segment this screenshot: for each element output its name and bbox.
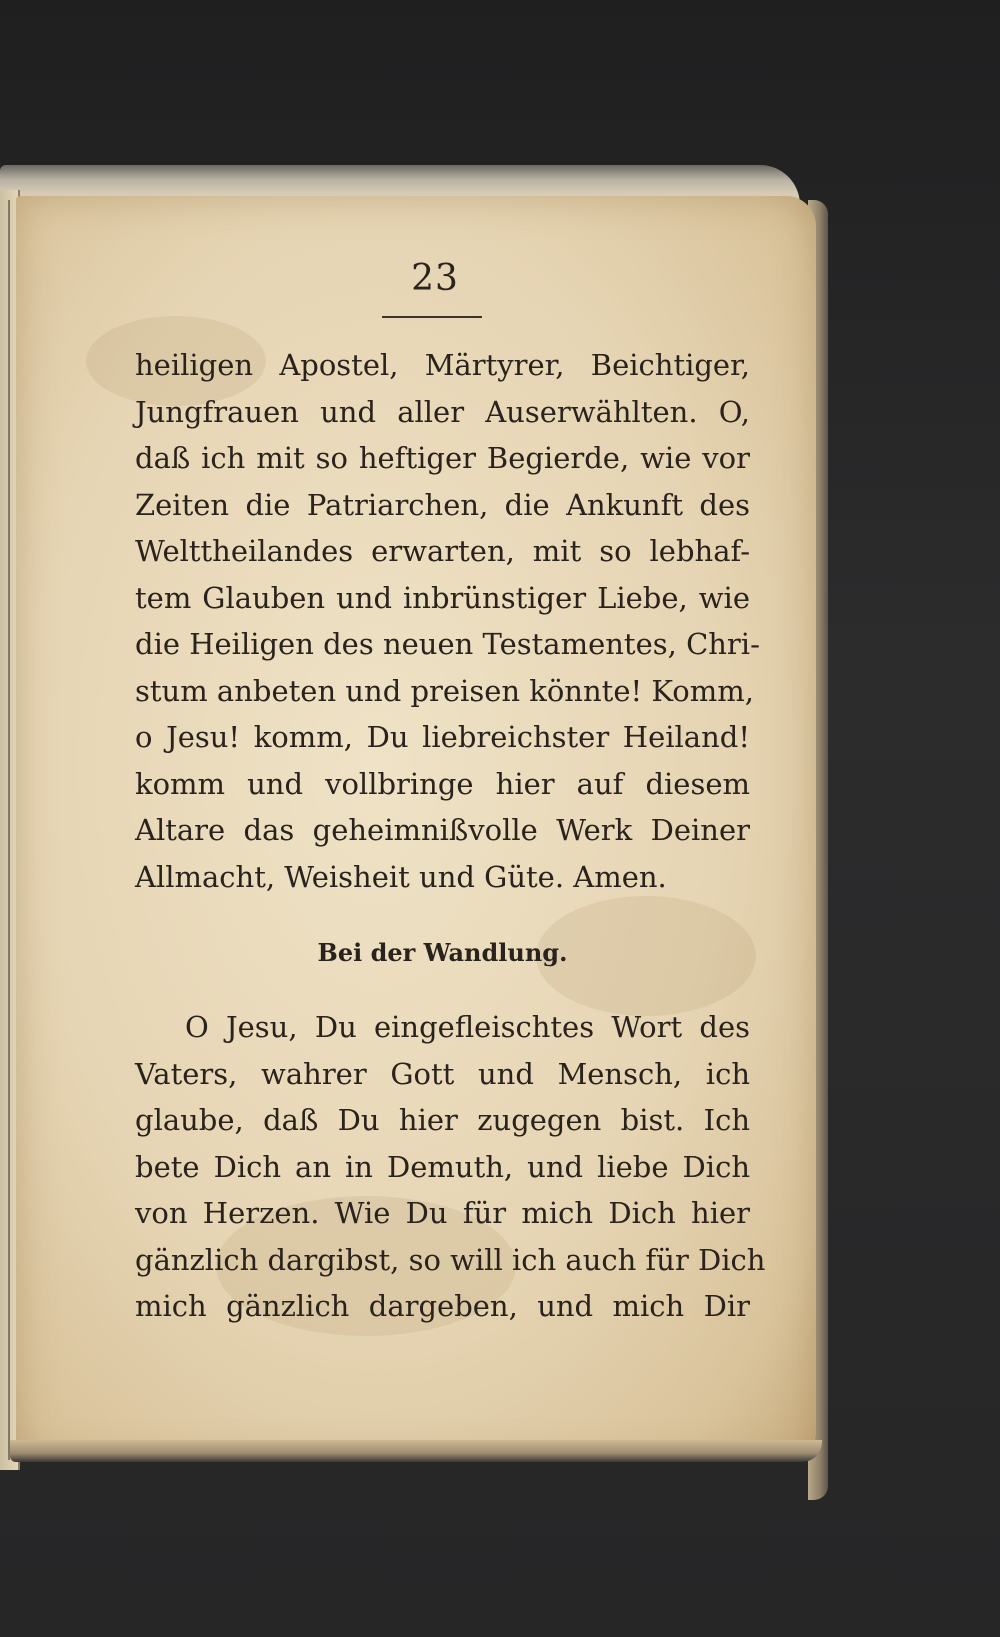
- page-number: 23: [411, 258, 459, 299]
- page-number-rule: [382, 316, 482, 318]
- text-line: Jungfrauen und aller Auserwählten. O,: [135, 394, 750, 429]
- text-line: Altare das geheimnißvolle Werk Deiner: [135, 813, 750, 847]
- section-heading: Bei der Wandlung.: [317, 938, 568, 967]
- text-line: Welttheilandes erwarten, mit so lebhaf-: [135, 534, 750, 568]
- text-line: Allmacht, Weisheit und Güte. Amen.: [135, 859, 667, 894]
- text-line: tem Glauben und inbrünstiger Liebe, wie: [135, 580, 750, 615]
- text-line: von Herzen. Wie Du für mich Dich hier: [135, 1196, 750, 1230]
- text-line: gänzlich dargibst, so will ich auch für Dich: [135, 1242, 766, 1277]
- text-line: komm und vollbringe hier auf diesem: [135, 766, 750, 801]
- paragraph-2: [135, 1004, 766, 1330]
- book-bottom-edge: [10, 1440, 822, 1462]
- text-line: bete Dich an in Demuth, und liebe Dich: [135, 1149, 750, 1184]
- text-line: stum anbeten und preisen könnte! Komm,: [135, 673, 754, 708]
- text-line: daß ich mit so heftiger Begierde, wie vor: [135, 441, 750, 475]
- text-line: Zeiten die Patriarchen, die Ankunft des: [135, 487, 750, 522]
- text-line: O Jesu, Du eingefleischtes Wort des: [185, 1010, 750, 1044]
- paragraph-1: [135, 342, 760, 900]
- text-line: Vaters, wahrer Gott und Mensch, ich: [135, 1056, 750, 1091]
- text-line: glaube, daß Du hier zugegen bist. Ich: [135, 1103, 750, 1137]
- text-line: die Heiligen des neuen Testamentes, Chri-: [135, 627, 760, 661]
- text-line: mich gänzlich dargeben, und mich Dir: [135, 1289, 750, 1323]
- spine-line: [8, 200, 10, 1460]
- text-line: heiligen Apostel, Märtyrer, Beichtiger,: [135, 348, 750, 382]
- text-line: o Jesu! komm, Du liebreichster Heiland!: [135, 720, 750, 754]
